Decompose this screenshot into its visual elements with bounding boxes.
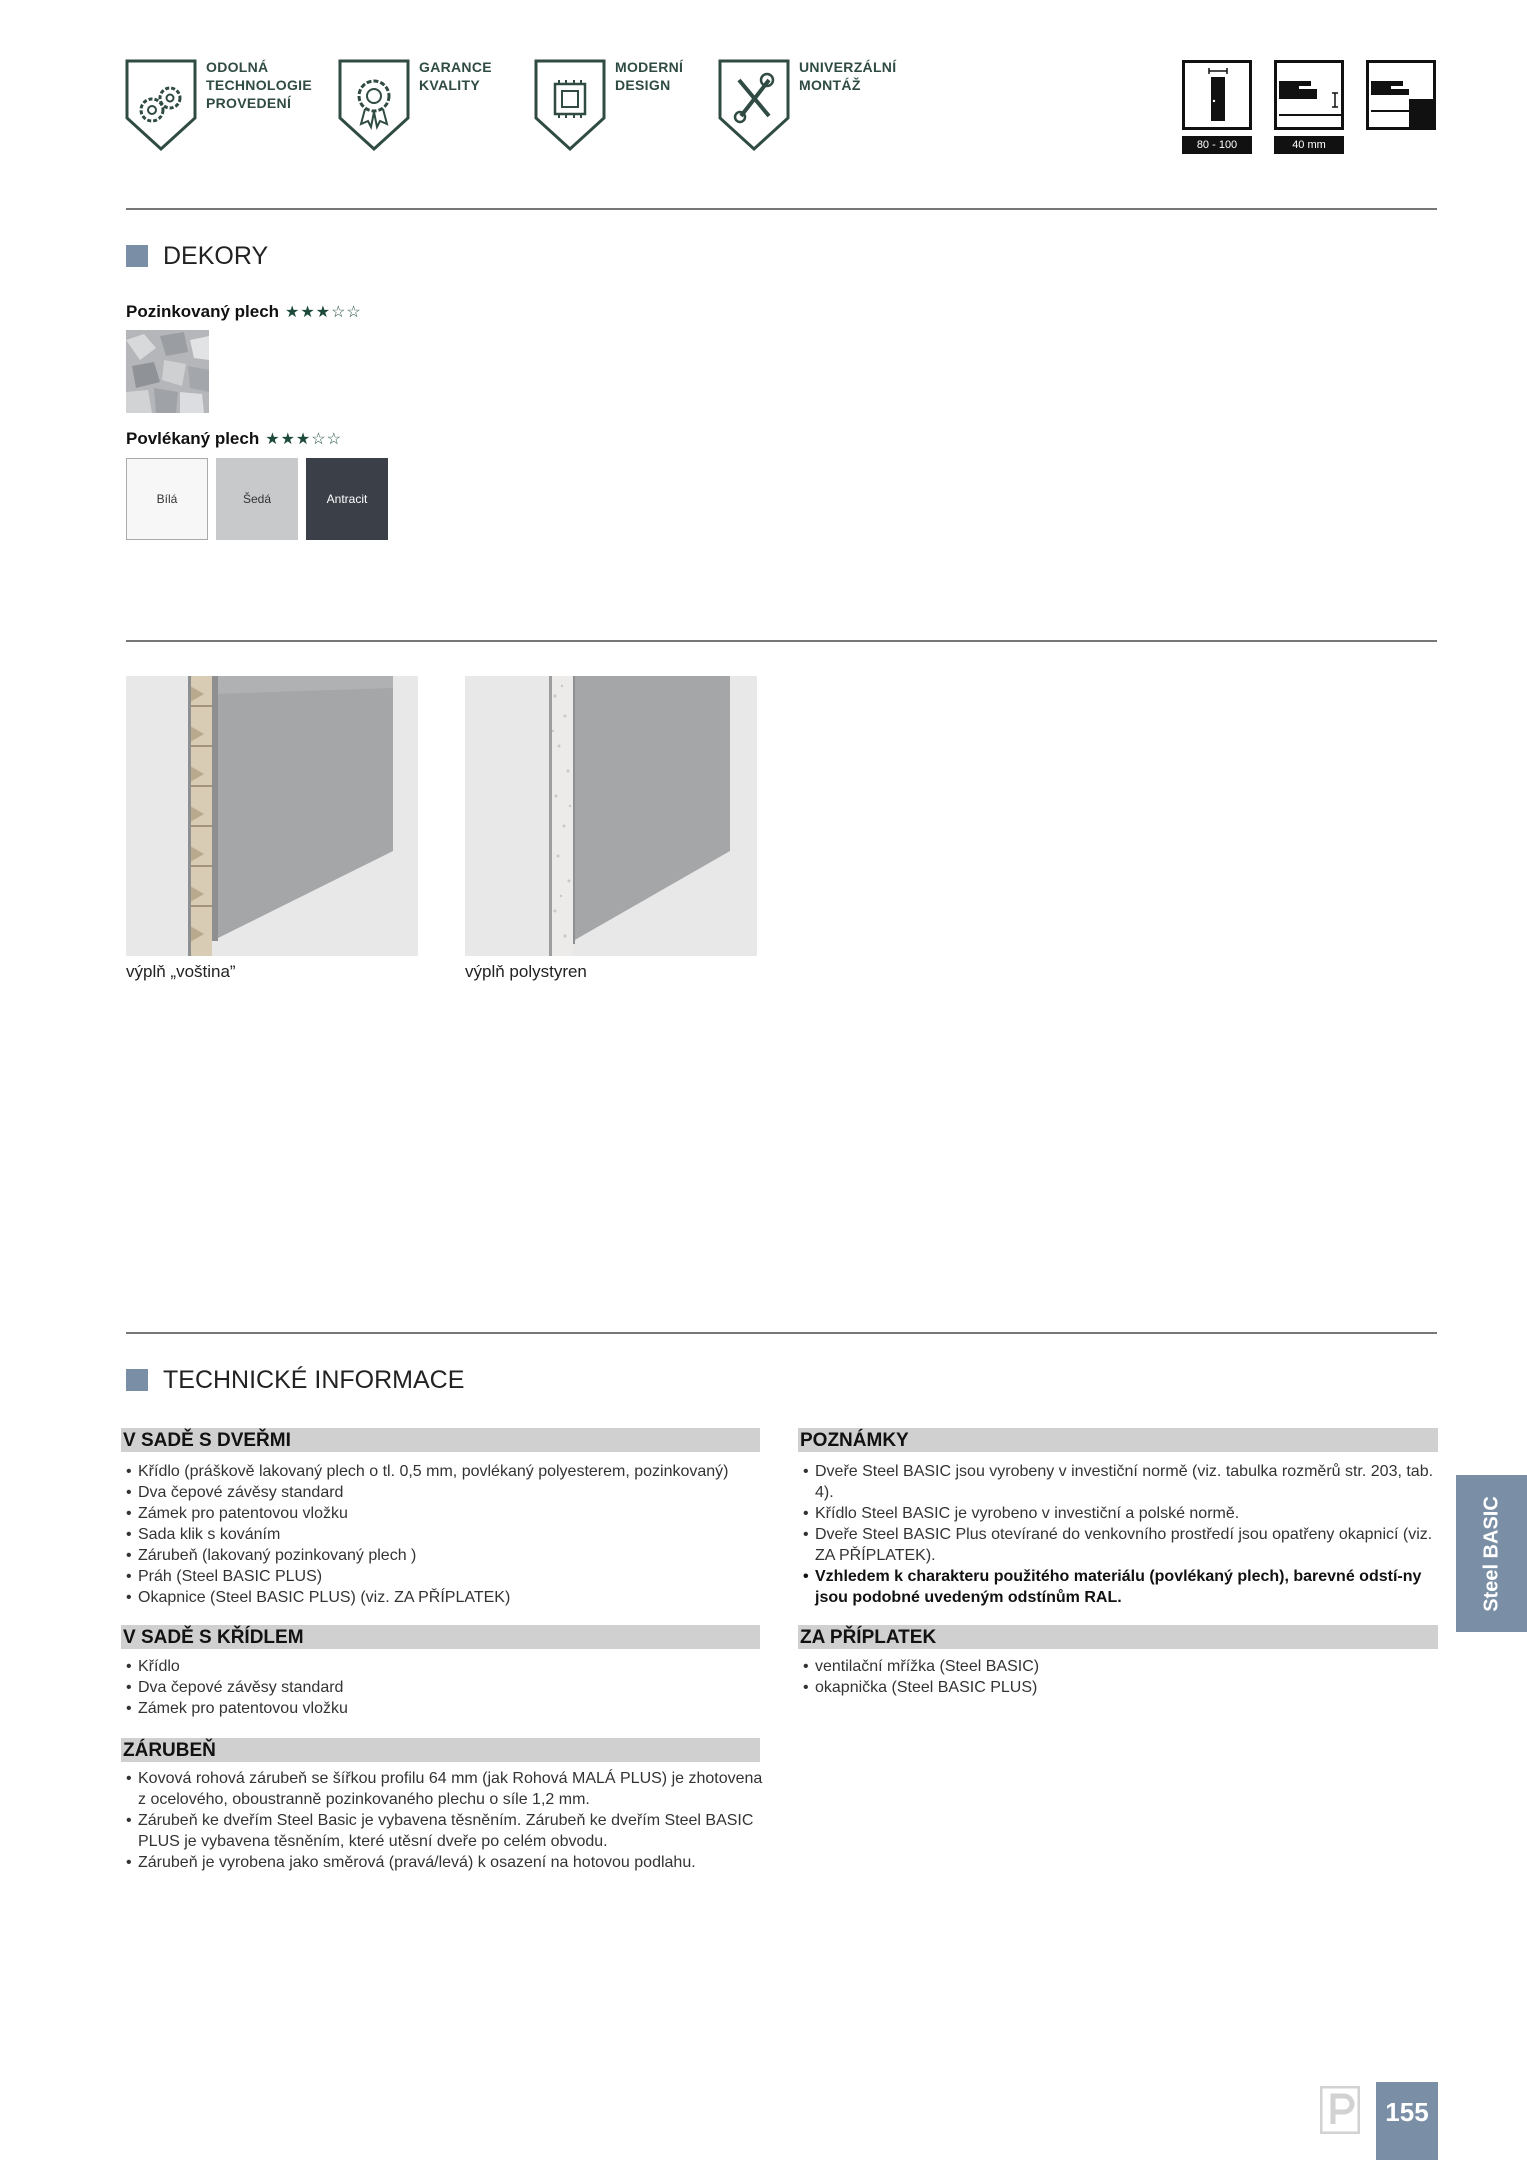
brand-logo-icon: [1320, 2086, 1360, 2134]
list-item: • Dveře Steel BASIC jsou vyrobeny v investiční normě (viz. tabulka rozměrů str. 203, tab. 4).: [803, 1461, 1435, 1503]
tools-shield-icon: [717, 58, 791, 152]
list-item: • Dveře Steel BASIC Plus otevírané do venkovního prostředí jsou opatřeny okapnicí (viz. ZA PŘÍPLATEK).: [803, 1524, 1435, 1566]
rating-stars: ★★★☆☆: [285, 304, 362, 321]
list-item: • Zámek pro patentovou vložku: [126, 1503, 766, 1524]
list-notes: [803, 1461, 1435, 1608]
badge-line: ODOLNÁ: [206, 59, 269, 75]
heading-text: POZNÁMKY: [800, 1430, 909, 1451]
honeycomb-fill-image: [126, 676, 418, 956]
door-threshold-icon: [1366, 60, 1436, 130]
fill-caption: výplň polystyren: [465, 962, 587, 981]
polystyrene-fill-image: [465, 676, 757, 956]
badge-line: TECHNOLOGIE: [206, 77, 312, 93]
list-set-with-door: [126, 1461, 766, 1608]
section-marker: [126, 1369, 148, 1391]
list-frame: [126, 1768, 766, 1873]
heading-text: ZA PŘÍPLATEK: [800, 1627, 937, 1648]
rating-stars: ★★★☆☆: [265, 431, 342, 448]
fill-caption: výplň „voština”: [126, 962, 236, 981]
list-item: • Práh (Steel BASIC PLUS): [126, 1566, 766, 1587]
design-shield-icon: [533, 58, 607, 152]
section-title-technical: [126, 1366, 464, 1395]
badge-line: PROVEDENÍ: [206, 95, 292, 111]
heading-bar-frame: [121, 1738, 760, 1762]
swatch-label: Antracit: [326, 492, 368, 506]
badge-line: MONTÁŽ: [799, 77, 861, 93]
list-item: • okapnička (Steel BASIC PLUS): [803, 1677, 1435, 1698]
list-item: • Sada klik s kováním: [126, 1524, 766, 1545]
gears-shield-icon: [124, 58, 198, 152]
list-item: • Dva čepové závěsy standard: [126, 1482, 766, 1503]
decor-name: Povlékaný plech: [126, 429, 260, 448]
heading-text: V SADĚ S DVEŘMI: [123, 1430, 291, 1451]
decor-label-coated: [126, 429, 342, 449]
spec-tag-thickness: 40 mm: [1274, 136, 1344, 154]
list-surcharge: [803, 1656, 1435, 1698]
spec-tag-width: 80 - 100: [1182, 136, 1252, 154]
color-swatch-grey: [216, 458, 298, 540]
section-title-text: DEKORY: [163, 242, 269, 270]
swatch-label: Šedá: [242, 492, 272, 506]
list-item: • Dva čepové závěsy standard: [126, 1677, 766, 1698]
heading-bar-set-with-door: [121, 1428, 760, 1452]
list-item-bold: • Vzhledem k charakteru použitého materiálu (povlékaný plech), barevné odstí-ny jsou podobné uvedeným odstínům RAL.: [803, 1566, 1435, 1608]
divider: [126, 1332, 1437, 1334]
list-set-with-leaf: [126, 1656, 766, 1719]
heading-bar-set-with-leaf: [121, 1625, 760, 1649]
section-title-dekory: [126, 242, 268, 271]
list-item: • Okapnice (Steel BASIC PLUS) (viz. ZA PŘÍPLATEK): [126, 1587, 766, 1608]
decor-label-galvanized: [126, 302, 362, 322]
badge-line: GARANCE: [419, 59, 492, 75]
door-width-icon: [1182, 60, 1252, 130]
list-item: • Kovová rohová zárubeň se šířkou profilu 64 mm (jak Rohová MALÁ PLUS) je zhotovena z ocelového, oboustranně pozinkovaného plechu o síle 1,2 mm.: [126, 1768, 766, 1810]
badge-line: MODERNÍ: [615, 59, 684, 75]
award-shield-icon: [337, 58, 411, 152]
galvanized-swatch: [126, 330, 209, 413]
side-tab-label: Steel BASIC: [1480, 1495, 1502, 1612]
section-title-text: TECHNICKÉ INFORMACE: [163, 1366, 465, 1394]
heading-text: V SADĚ S KŘÍDLEM: [123, 1627, 304, 1648]
heading-bar-surcharge: [798, 1625, 1438, 1649]
divider: [126, 208, 1437, 210]
badge-line: KVALITY: [419, 77, 480, 93]
decor-name: Pozinkovaný plech: [126, 302, 280, 321]
heading-text: ZÁRUBEŇ: [123, 1740, 216, 1761]
list-item: • Zárubeň je vyrobena jako směrová (pravá/levá) k osazení na hotovou podlahu.: [126, 1852, 766, 1873]
badge-line: DESIGN: [615, 77, 671, 93]
heading-bar-notes: [798, 1428, 1438, 1452]
color-swatch-white: [126, 458, 208, 540]
chapter-side-tab: [1456, 1475, 1527, 1632]
divider: [126, 640, 1437, 642]
badge-line: UNIVERZÁLNÍ: [799, 59, 897, 75]
color-swatch-anthracite: [306, 458, 388, 540]
list-item: • Křídlo Steel BASIC je vyrobeno v investiční a polské normě.: [803, 1503, 1435, 1524]
page-number: 155: [1376, 2082, 1438, 2160]
list-item: • ventilační mřížka (Steel BASIC): [803, 1656, 1435, 1677]
swatch-label: Bílá: [156, 492, 178, 506]
list-item: • Zámek pro patentovou vložku: [126, 1698, 766, 1719]
list-item: • Křídlo (práškově lakovaný plech o tl. 0,5 mm, povlékaný polyesterem, pozinkovaný): [126, 1461, 766, 1482]
list-item: • Zárubeň ke dveřím Steel Basic je vybavena těsněním. Zárubeň ke dveřím Steel BASIC PLUS je vybavena těsněním, které utěsní dveře po celém obvodu.: [126, 1810, 766, 1852]
section-marker: [126, 245, 148, 267]
list-item: • Křídlo: [126, 1656, 766, 1677]
door-thickness-icon: [1274, 60, 1344, 130]
list-item: • Zárubeň (lakovaný pozinkovaný plech ): [126, 1545, 766, 1566]
